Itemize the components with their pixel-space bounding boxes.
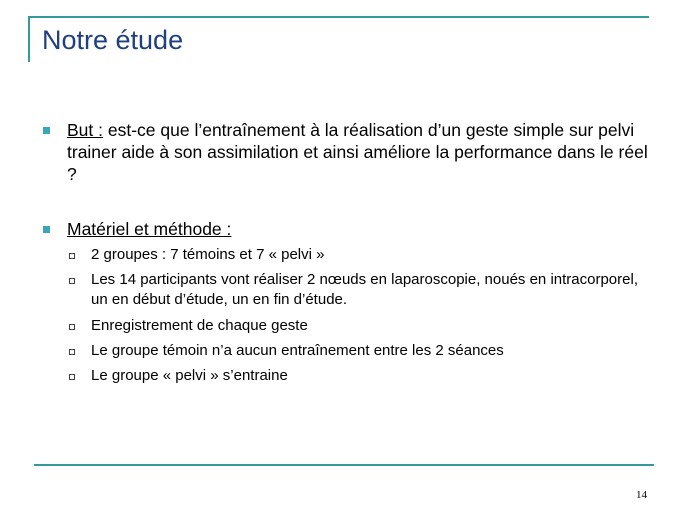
sub-bullet-icon	[69, 349, 75, 355]
title-accent-top	[28, 16, 649, 18]
methode-heading: Matériel et méthode :	[67, 219, 232, 239]
but-text: est-ce que l’entraînement à la réalisation d’un geste simple sur pelvi trainer aide à son assimilation et ainsi améliore la performance dans le réel ?	[67, 120, 648, 184]
main-bullet-icon	[43, 127, 50, 134]
methode-item: 2 groupes : 7 témoins et 7 « pelvi »	[91, 246, 325, 263]
sub-bullet-icon	[69, 253, 75, 259]
sub-bullet-icon	[69, 324, 75, 330]
methode-item: Les 14 participants vont réaliser 2 nœuds en laparoscopie, noués en intracorporel, un en début d’étude, un en fin d’étude.	[91, 271, 638, 308]
sub-bullet-icon	[69, 374, 75, 380]
but-label: But :	[67, 120, 103, 140]
slide-title: Notre étude	[42, 25, 184, 55]
methode-item: Le groupe témoin n’a aucun entraînement entre les 2 séances	[91, 342, 504, 359]
but-paragraph	[67, 119, 657, 185]
page-number: 14	[636, 489, 647, 501]
methode-item: Enregistrement de chaque geste	[91, 317, 308, 334]
footer-divider	[34, 464, 654, 466]
sub-bullet-icon	[69, 278, 75, 284]
title-accent-left	[28, 16, 30, 62]
methode-item: Le groupe « pelvi » s’entraine	[91, 367, 288, 384]
main-bullet-icon	[43, 226, 50, 233]
